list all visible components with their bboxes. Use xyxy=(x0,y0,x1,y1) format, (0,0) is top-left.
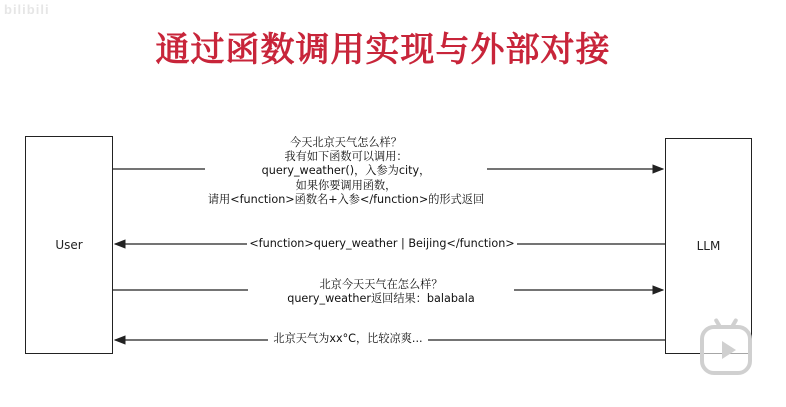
message-1-line: 我有如下函数可以调用： xyxy=(284,150,408,164)
message-1-line: query_weather()，入参为city， xyxy=(261,164,431,178)
actor-llm-label: LLM xyxy=(696,239,721,253)
play-triangle-icon xyxy=(722,341,736,359)
actor-user-label: User xyxy=(55,238,83,252)
message-3-line: 北京今天天气在怎么样？ xyxy=(319,278,443,291)
message-4 xyxy=(268,332,428,346)
message-1 xyxy=(205,136,487,207)
message-3 xyxy=(248,278,514,306)
bilibili-logo-icon: bilibili xyxy=(4,2,50,17)
message-4-line: 北京天气为xx°C，比较凉爽... xyxy=(273,332,423,345)
page-title: 通过函数调用实现与外部对接 xyxy=(155,30,611,70)
message-1-line: 请用<function>函数名+入参</function>的形式返回 xyxy=(207,192,485,206)
message-2 xyxy=(247,237,517,251)
message-3-line: query_weather返回结果：balabala xyxy=(287,292,475,306)
play-badge-icon[interactable] xyxy=(700,325,752,375)
message-1-line: 如果你要调用函数， xyxy=(295,178,397,192)
message-2-line: <function>query_weather | Beijing</function> xyxy=(249,237,515,250)
message-1-line: 今天北京天气怎么样？ xyxy=(290,136,402,149)
